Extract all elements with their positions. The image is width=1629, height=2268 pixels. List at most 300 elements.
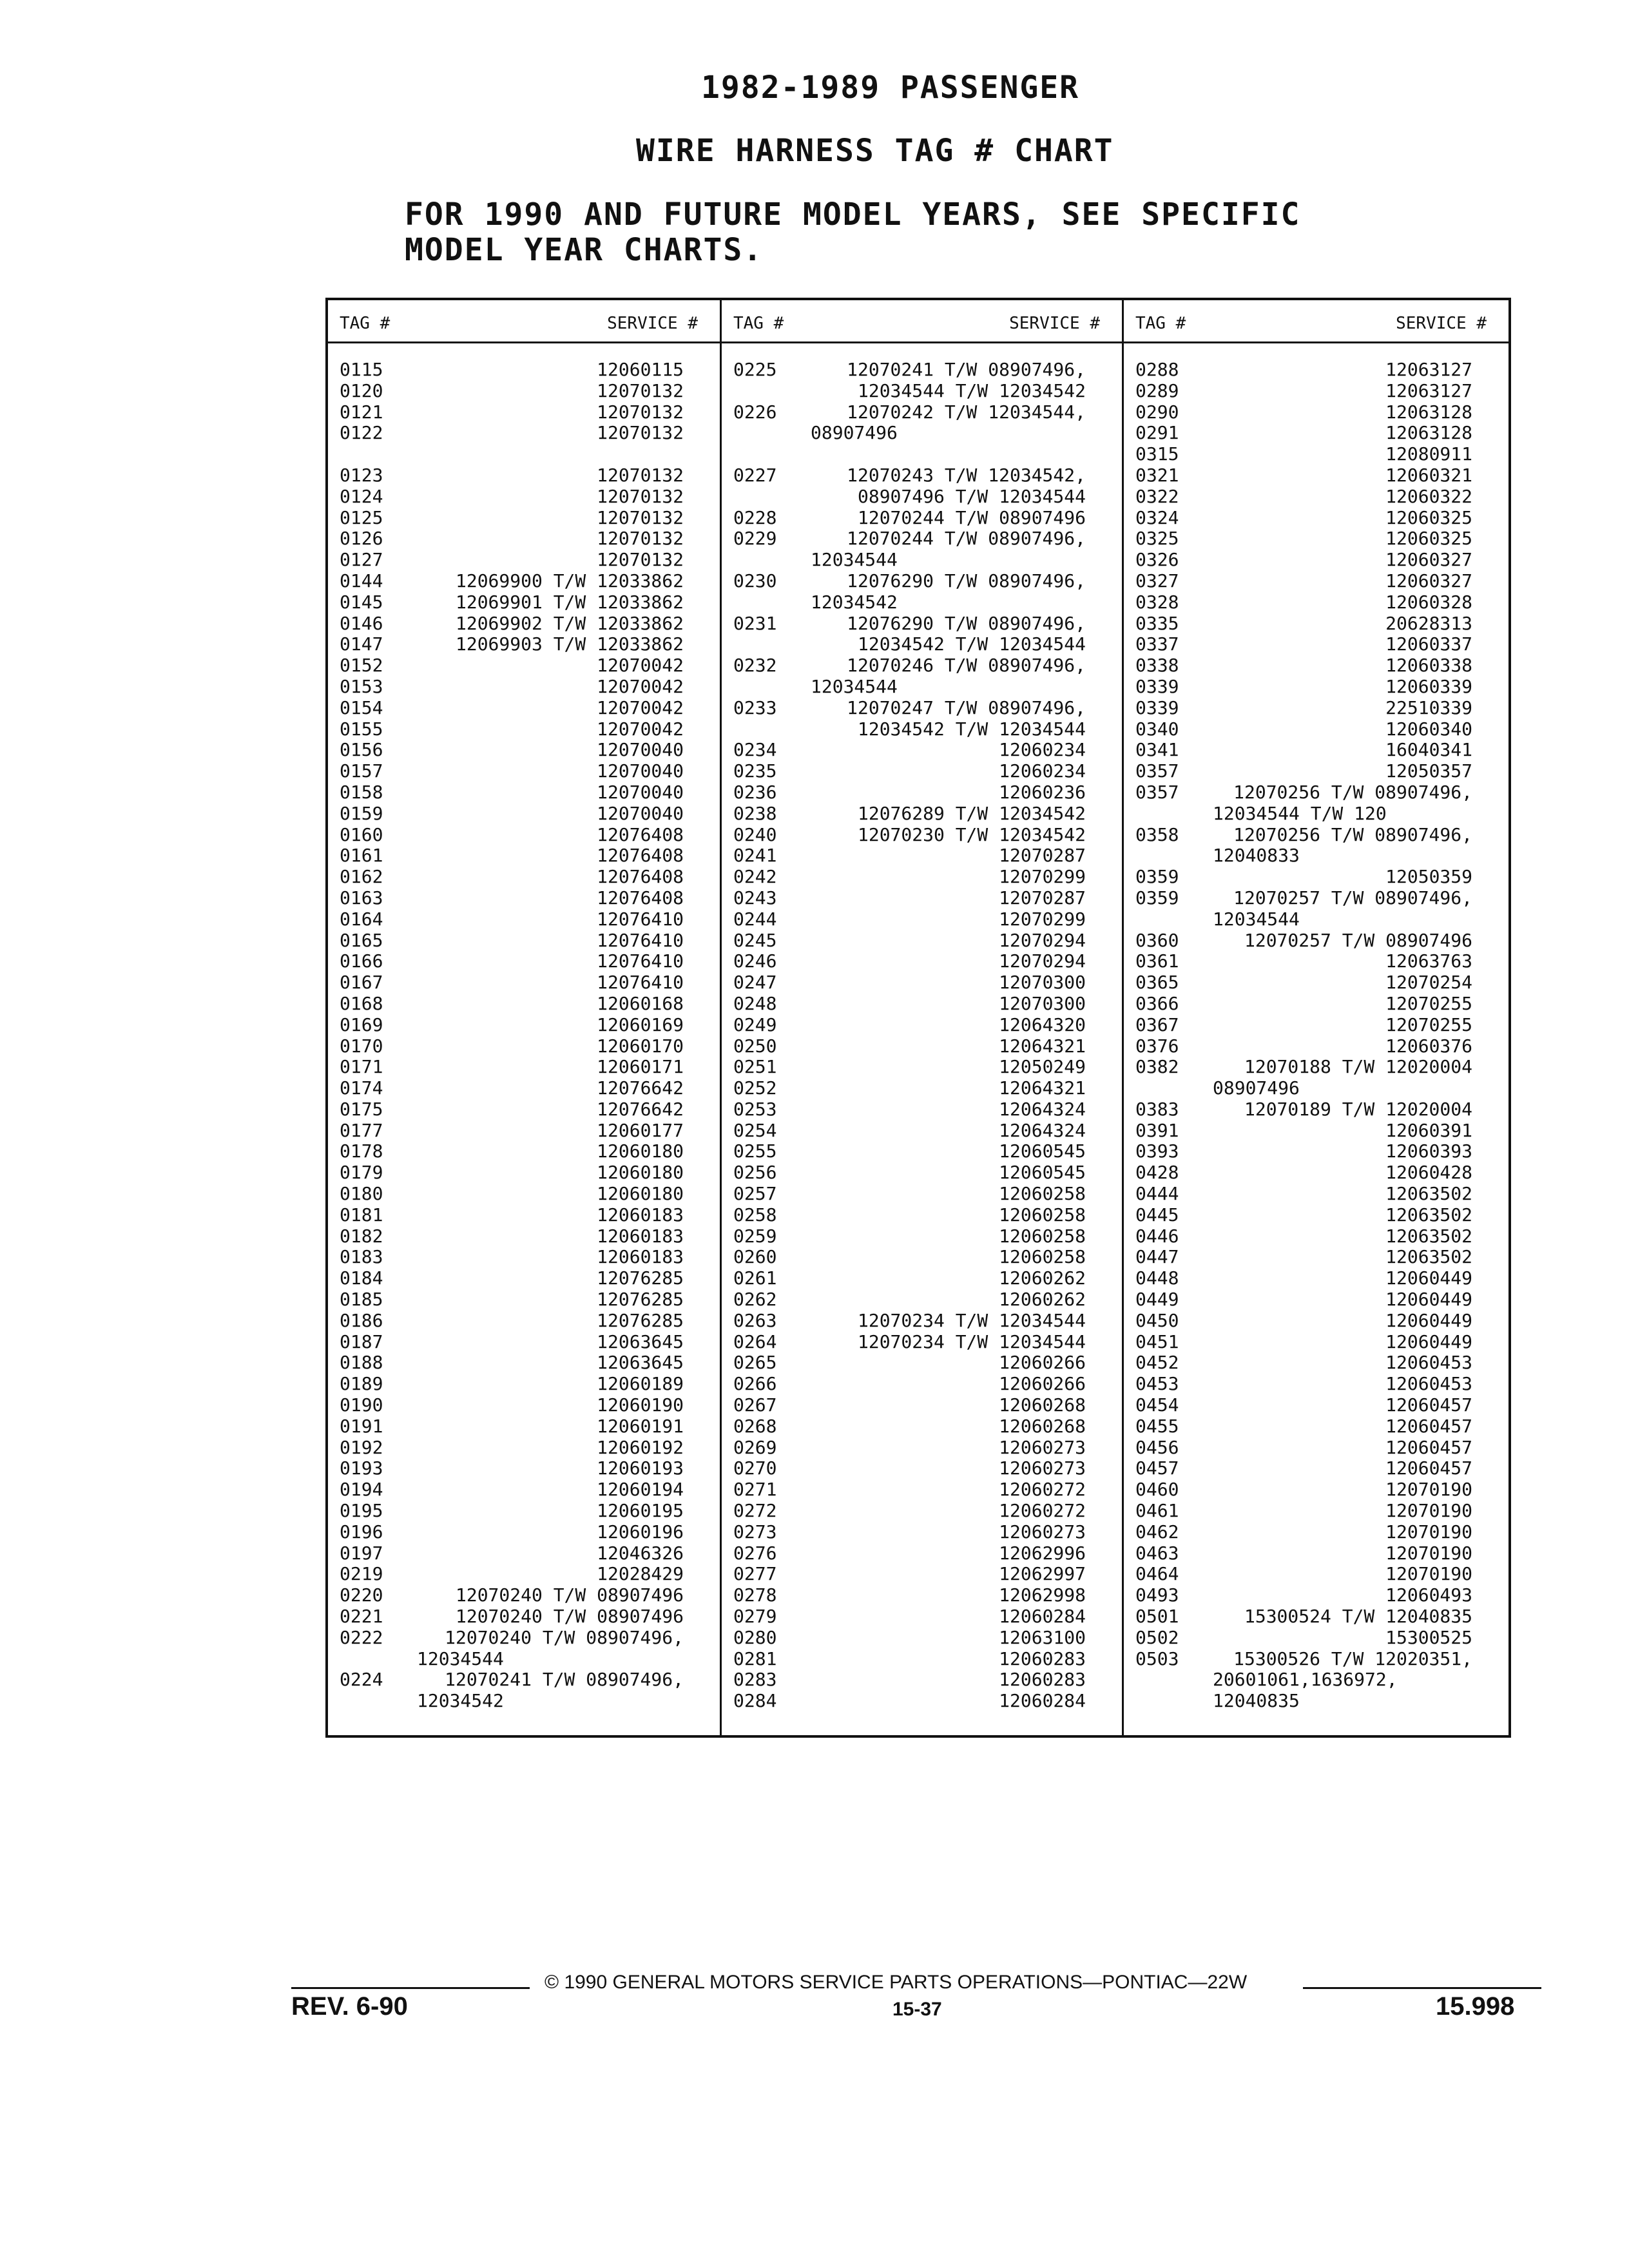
table-row [1124, 360, 1509, 381]
service-number: 12070300 [999, 992, 1086, 1014]
service-number: 12076642 [597, 1077, 684, 1099]
service-number: 12060325 [1385, 506, 1472, 528]
service-number: 12076642 [597, 1098, 684, 1120]
tag-number: 0248 [733, 992, 777, 1014]
service-number: 12062998 [999, 1584, 1086, 1606]
table-row [1124, 1479, 1509, 1501]
table-row [1124, 1501, 1509, 1522]
table-row [722, 613, 1122, 635]
table-row [1124, 867, 1509, 888]
table-row [328, 1057, 720, 1078]
service-number: 12063502 [1385, 1183, 1472, 1205]
tag-number: 0161 [340, 845, 383, 867]
table-row [1124, 1691, 1509, 1712]
service-number: 12046326 [597, 1542, 684, 1564]
table-row [722, 1162, 1122, 1184]
table-row [328, 465, 720, 486]
tag-number: 0174 [340, 1077, 383, 1099]
service-number: 12069903 T/W 12033862 [455, 633, 684, 655]
tag-number: 0183 [340, 1246, 383, 1268]
service-number: 12060180 [597, 1162, 684, 1184]
table-row [328, 613, 720, 635]
tag-number: 0281 [733, 1648, 777, 1669]
service-number: 08907496 [811, 422, 898, 444]
table-column-2 [722, 300, 1122, 1735]
tag-number: 0120 [340, 380, 383, 401]
tag-number: 0289 [1135, 380, 1179, 401]
table-row [328, 1226, 720, 1247]
table-row [1124, 655, 1509, 677]
table-row [722, 465, 1122, 486]
tag-number: 0367 [1135, 1014, 1179, 1035]
service-number: 12070241 T/W 08907496, [847, 359, 1086, 380]
service-number: 12060183 [597, 1204, 684, 1225]
tag-number: 0251 [733, 1056, 777, 1078]
service-number: 12063645 [597, 1331, 684, 1352]
service-number: 12070132 [597, 380, 684, 401]
service-number: 12060180 [597, 1140, 684, 1162]
service-number: 12060321 [1385, 464, 1472, 486]
tag-number: 0178 [340, 1140, 383, 1162]
service-number: 12060258 [999, 1204, 1086, 1225]
column-rows [328, 360, 720, 1712]
tag-number: 0168 [340, 992, 383, 1014]
tag-number: 0276 [733, 1542, 777, 1564]
table-row [722, 1649, 1122, 1670]
tag-number: 0337 [1135, 633, 1179, 655]
table-row [722, 1416, 1122, 1437]
tag-number: 0252 [733, 1077, 777, 1099]
table-row [328, 930, 720, 952]
service-number: 12076410 [597, 929, 684, 951]
service-number: 12060328 [1385, 591, 1472, 613]
service-number: 12060273 [999, 1457, 1086, 1479]
table-row [328, 1099, 720, 1120]
service-number: 12063128 [1385, 422, 1472, 444]
service-number: 12034544 T/W 120 [1213, 802, 1387, 824]
tag-number: 0188 [340, 1352, 383, 1374]
tag-number: 0259 [733, 1225, 777, 1247]
table-row [1124, 1247, 1509, 1268]
table-row [328, 1543, 720, 1564]
table-row [722, 592, 1122, 613]
table-row [722, 994, 1122, 1015]
tag-number: 0157 [340, 760, 383, 782]
column-rows [1124, 360, 1509, 1712]
service-number: 12070247 T/W 08907496, [847, 697, 1086, 718]
table-row [1124, 571, 1509, 592]
page-title: 1982-1989 PASSENGER [701, 70, 1080, 106]
table-row [328, 1437, 720, 1459]
tag-number: 0461 [1135, 1500, 1179, 1522]
table-row [722, 740, 1122, 761]
table-row [722, 1247, 1122, 1268]
table-row [722, 486, 1122, 508]
table-row [722, 719, 1122, 740]
tag-number: 0123 [340, 464, 383, 486]
service-number: 12060191 [597, 1415, 684, 1437]
table-row [328, 677, 720, 698]
table-row [1124, 1395, 1509, 1416]
service-number: 12060284 [999, 1690, 1086, 1712]
tag-number: 0250 [733, 1035, 777, 1057]
service-number: 12076410 [597, 972, 684, 994]
tag-number: 0283 [733, 1669, 777, 1691]
service-number: 12070132 [597, 401, 684, 423]
service-number: 12034544 [417, 1648, 504, 1669]
table-row [1124, 1289, 1509, 1311]
table-row [328, 1078, 720, 1099]
table-row [1124, 1332, 1509, 1353]
table-row [328, 1332, 720, 1353]
service-number: 12060183 [597, 1225, 684, 1247]
tag-number: 0445 [1135, 1204, 1179, 1225]
tag-number: 0324 [1135, 506, 1179, 528]
tag-number: 0262 [733, 1289, 777, 1311]
service-number: 12070246 T/W 08907496, [847, 655, 1086, 677]
service-number: 12070243 T/W 12034542, [847, 464, 1086, 486]
tag-number: 0242 [733, 866, 777, 888]
tag-number: 0258 [733, 1204, 777, 1225]
service-number: 12070255 [1385, 1014, 1472, 1035]
service-number: 08907496 T/W 12034544 [857, 485, 1086, 507]
table-row [328, 1564, 720, 1585]
service-number: 12060115 [597, 359, 684, 380]
column-header [1124, 313, 1509, 335]
service-number: 22510339 [1385, 697, 1472, 718]
service-number: 12060171 [597, 1056, 684, 1078]
tag-number: 0261 [733, 1267, 777, 1289]
table-row [722, 444, 1122, 465]
service-column-header: SERVICE # [1396, 314, 1487, 333]
table-row [1124, 486, 1509, 508]
service-number: 12060268 [999, 1394, 1086, 1416]
table-row [1124, 994, 1509, 1015]
tag-number: 0187 [340, 1331, 383, 1352]
service-number: 12069901 T/W 12033862 [455, 591, 684, 613]
service-number: 12076285 [597, 1267, 684, 1289]
tag-number: 0462 [1135, 1521, 1179, 1542]
service-number: 12060428 [1385, 1162, 1472, 1184]
table-row [328, 761, 720, 782]
tag-chart-table [325, 298, 1511, 1738]
service-number: 12060340 [1385, 718, 1472, 740]
tag-number: 0290 [1135, 401, 1179, 423]
footer-rule-left [291, 1987, 530, 1989]
tag-number: 0177 [340, 1119, 383, 1141]
table-row [328, 1247, 720, 1268]
tag-number: 0146 [340, 612, 383, 634]
table-row [328, 1289, 720, 1311]
tag-number: 0361 [1135, 950, 1179, 972]
service-number: 12070132 [597, 464, 684, 486]
service-number: 12060457 [1385, 1457, 1472, 1479]
service-number: 12060262 [999, 1267, 1086, 1289]
table-row [1124, 1015, 1509, 1036]
tag-column-header: TAG # [340, 314, 390, 333]
service-number: 12060258 [999, 1225, 1086, 1247]
service-number: 12070287 [999, 887, 1086, 908]
tag-number: 0279 [733, 1606, 777, 1628]
tag-number: 0271 [733, 1479, 777, 1501]
table-row [722, 423, 1122, 444]
service-number: 12060193 [597, 1457, 684, 1479]
table-row [1124, 1352, 1509, 1374]
table-row [722, 1479, 1122, 1501]
tag-number: 0503 [1135, 1648, 1179, 1669]
tag-number: 0245 [733, 929, 777, 951]
tag-number: 0366 [1135, 992, 1179, 1014]
tag-number: 0254 [733, 1119, 777, 1141]
tag-number: 0326 [1135, 549, 1179, 571]
table-row [328, 1585, 720, 1606]
service-number: 12070287 [999, 845, 1086, 867]
table-row [1124, 550, 1509, 571]
tag-number: 0162 [340, 866, 383, 888]
table-row [328, 592, 720, 613]
table-row [1124, 845, 1509, 867]
table-row [1124, 1226, 1509, 1247]
service-number: 12076290 T/W 08907496, [847, 570, 1086, 591]
service-number: 12070294 [999, 950, 1086, 972]
service-number: 12060338 [1385, 655, 1472, 677]
table-row [328, 1479, 720, 1501]
service-number: 12060545 [999, 1162, 1086, 1184]
tag-number: 0246 [733, 950, 777, 972]
tag-number: 0145 [340, 591, 383, 613]
table-row [1124, 1374, 1509, 1395]
revision-label: REV. 6-90 [291, 1992, 408, 2021]
table-row [1124, 698, 1509, 719]
table-row [328, 1669, 720, 1691]
tag-number: 0222 [340, 1626, 383, 1648]
service-number: 12060177 [597, 1119, 684, 1141]
table-row [328, 994, 720, 1015]
service-number: 12062996 [999, 1542, 1086, 1564]
table-row [328, 571, 720, 592]
table-row [722, 972, 1122, 994]
service-number: 12060322 [1385, 485, 1472, 507]
tag-number: 0231 [733, 612, 777, 634]
tag-number: 0277 [733, 1563, 777, 1585]
table-column-3 [1124, 300, 1509, 1735]
tag-number: 0391 [1135, 1119, 1179, 1141]
table-row [328, 1120, 720, 1142]
tag-number: 0220 [340, 1584, 383, 1606]
table-row [1124, 1184, 1509, 1205]
page-number: 15-37 [892, 1999, 942, 2020]
service-number: 12076408 [597, 823, 684, 845]
table-row [722, 1437, 1122, 1459]
table-row [722, 1522, 1122, 1543]
table-row [1124, 1036, 1509, 1057]
table-row [328, 972, 720, 994]
table-row [722, 1606, 1122, 1628]
tag-number: 0382 [1135, 1056, 1179, 1078]
service-number: 12060376 [1385, 1035, 1472, 1057]
tag-number: 0325 [1135, 528, 1179, 550]
service-number: 12050249 [999, 1056, 1086, 1078]
table-row [1124, 381, 1509, 402]
table-row [722, 698, 1122, 719]
tag-number: 0197 [340, 1542, 383, 1564]
service-number: 12069900 T/W 12033862 [455, 570, 684, 591]
table-row [722, 655, 1122, 677]
tag-number: 0193 [340, 1457, 383, 1479]
service-number: 12060234 [999, 760, 1086, 782]
service-number: 12076289 T/W 12034542 [857, 802, 1086, 824]
table-row [722, 1564, 1122, 1585]
service-number: 12070234 T/W 12034544 [857, 1331, 1086, 1352]
column-rows [722, 360, 1122, 1712]
table-row [1124, 972, 1509, 994]
table-row [328, 444, 720, 465]
tag-number: 0448 [1135, 1267, 1179, 1289]
table-row [722, 1311, 1122, 1332]
tag-number: 0444 [1135, 1183, 1179, 1205]
tag-number: 0383 [1135, 1098, 1179, 1120]
tag-number: 0184 [340, 1267, 383, 1289]
table-row [722, 888, 1122, 909]
tag-number: 0156 [340, 739, 383, 761]
tag-number: 0234 [733, 739, 777, 761]
service-number: 12076290 T/W 08907496, [847, 612, 1086, 634]
service-number: 20601061,1636972, [1213, 1669, 1398, 1691]
tag-number: 0493 [1135, 1584, 1179, 1606]
tag-number: 0164 [340, 908, 383, 930]
service-number: 08907496 [1213, 1077, 1300, 1099]
tag-number: 0228 [733, 506, 777, 528]
table-row [328, 655, 720, 677]
tag-number: 0241 [733, 845, 777, 867]
table-row [1124, 465, 1509, 486]
tag-number: 0219 [340, 1563, 383, 1585]
service-number: 12076410 [597, 950, 684, 972]
service-number: 12063502 [1385, 1204, 1472, 1225]
copyright-text: © 1990 GENERAL MOTORS SERVICE PARTS OPERATIONS—PONTIAC—22W [545, 1972, 1248, 1993]
tag-number: 0428 [1135, 1162, 1179, 1184]
service-number: 12070230 T/W 12034542 [857, 823, 1086, 845]
service-number: 16040341 [1385, 739, 1472, 761]
table-row [328, 782, 720, 803]
page-note-line-2: MODEL YEAR CHARTS. [405, 232, 764, 268]
tag-number: 0167 [340, 972, 383, 994]
service-number: 12060453 [1385, 1352, 1472, 1374]
tag-number: 0182 [340, 1225, 383, 1247]
service-number: 12034542 [417, 1690, 504, 1712]
tag-number: 0160 [340, 823, 383, 845]
tag-number: 0232 [733, 655, 777, 677]
table-row [328, 1015, 720, 1036]
tag-number: 0115 [340, 359, 383, 380]
tag-number: 0233 [733, 697, 777, 718]
tag-number: 0153 [340, 675, 383, 697]
service-number: 12070040 [597, 781, 684, 803]
tag-number: 0450 [1135, 1309, 1179, 1331]
service-number: 12076408 [597, 845, 684, 867]
tag-number: 0451 [1135, 1331, 1179, 1352]
tag-number: 0159 [340, 802, 383, 824]
table-row [722, 930, 1122, 952]
table-row [722, 951, 1122, 972]
service-number: 12070240 T/W 08907496 [455, 1606, 684, 1628]
table-row [328, 1352, 720, 1374]
service-number: 12063502 [1385, 1246, 1472, 1268]
table-row [328, 634, 720, 655]
tag-number: 0181 [340, 1204, 383, 1225]
service-number: 12063128 [1385, 401, 1472, 423]
service-number: 12060449 [1385, 1331, 1472, 1352]
service-number: 12060183 [597, 1246, 684, 1268]
table-row [722, 1628, 1122, 1649]
service-number: 12070300 [999, 972, 1086, 994]
table-column-1 [328, 300, 720, 1735]
service-number: 12064324 [999, 1119, 1086, 1141]
table-row [1124, 444, 1509, 465]
service-number: 12060493 [1385, 1584, 1472, 1606]
service-number: 12076410 [597, 908, 684, 930]
service-number: 12060339 [1385, 675, 1472, 697]
table-row [722, 1184, 1122, 1205]
table-row [722, 1141, 1122, 1162]
tag-number: 0268 [733, 1415, 777, 1437]
service-number: 20628313 [1385, 612, 1472, 634]
service-number: 12062997 [999, 1563, 1086, 1585]
table-row [1124, 803, 1509, 825]
service-number: 12070190 [1385, 1500, 1472, 1522]
service-number: 12060190 [597, 1394, 684, 1416]
table-row [1124, 930, 1509, 952]
tag-number: 0452 [1135, 1352, 1179, 1374]
tag-number: 0449 [1135, 1289, 1179, 1311]
service-number: 12076285 [597, 1289, 684, 1311]
service-number: 12050357 [1385, 760, 1472, 782]
service-number: 12070190 [1385, 1563, 1472, 1585]
table-row [328, 528, 720, 550]
tag-number: 0455 [1135, 1415, 1179, 1437]
table-row [1124, 740, 1509, 761]
service-number: 15300524 T/W 12040835 [1244, 1606, 1472, 1628]
tag-number: 0359 [1135, 866, 1179, 888]
service-number: 12070244 T/W 08907496, [847, 528, 1086, 550]
tag-number: 0124 [340, 485, 383, 507]
table-row [722, 1352, 1122, 1374]
service-number: 12063100 [999, 1626, 1086, 1648]
table-row [328, 486, 720, 508]
service-number: 12080911 [1385, 443, 1472, 465]
table-row [1124, 761, 1509, 782]
tag-number: 0224 [340, 1669, 383, 1691]
service-number: 12034542 T/W 12034544 [857, 718, 1086, 740]
service-number: 12034544 [811, 675, 898, 697]
tag-number: 0502 [1135, 1626, 1179, 1648]
service-number: 12060283 [999, 1669, 1086, 1691]
service-number: 12070242 T/W 12034544, [847, 401, 1086, 423]
service-number: 12060194 [597, 1479, 684, 1501]
service-number: 12034544 [1213, 908, 1300, 930]
table-row [1124, 825, 1509, 846]
tag-number: 0169 [340, 1014, 383, 1035]
tag-number: 0154 [340, 697, 383, 718]
table-row [1124, 888, 1509, 909]
table-row [722, 508, 1122, 529]
service-number: 12070040 [597, 802, 684, 824]
table-row [1124, 1162, 1509, 1184]
page-note-line-1: FOR 1990 AND FUTURE MODEL YEARS, SEE SPECIFIC [405, 197, 1301, 233]
service-number: 12060234 [999, 739, 1086, 761]
service-number: 12064324 [999, 1098, 1086, 1120]
service-number: 12060457 [1385, 1394, 1472, 1416]
